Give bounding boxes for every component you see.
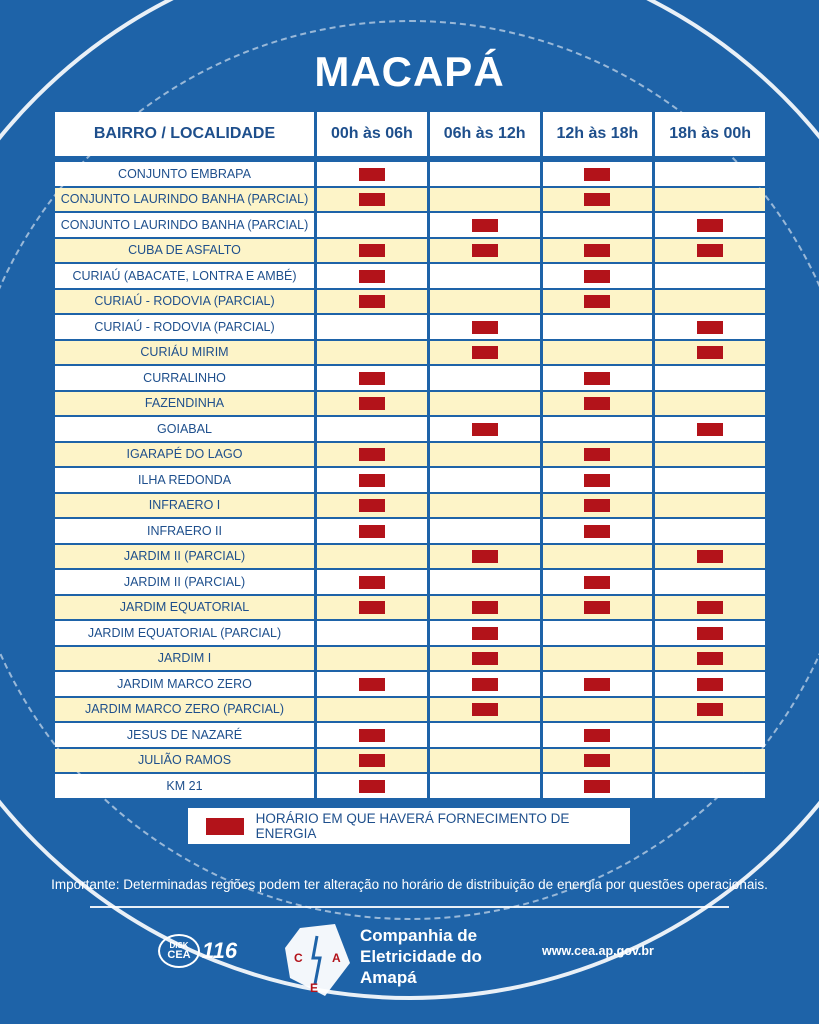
slot-cell: [543, 596, 653, 620]
energy-supply-mark: [584, 295, 610, 308]
slot-cell: [543, 749, 653, 773]
table-row: [55, 366, 765, 390]
slot-cell: [543, 188, 653, 212]
energy-supply-mark: [584, 397, 610, 410]
energy-supply-mark: [472, 244, 498, 257]
energy-supply-mark: [359, 474, 385, 487]
energy-supply-mark: [359, 601, 385, 614]
slot-cell: [317, 264, 427, 288]
table-row: [55, 570, 765, 594]
bairro-name: FAZENDINHA: [55, 392, 314, 416]
header-bairro: BAIRRO / LOCALIDADE: [55, 112, 314, 156]
company-line-1: Companhia de: [360, 926, 478, 945]
slot-cell: [543, 698, 653, 722]
slot-cell: [430, 494, 540, 518]
slot-cell: [655, 672, 765, 696]
bairro-name: CURIÁU MIRIM: [55, 341, 314, 365]
table-row: [55, 596, 765, 620]
header-slot-00-06: 00h às 06h: [317, 112, 427, 156]
slot-cell: [317, 315, 427, 339]
page-title: MACAPÁ: [314, 48, 505, 95]
slot-cell: [543, 570, 653, 594]
slot-cell: [655, 774, 765, 798]
footer-divider: [90, 906, 729, 908]
table-row: [55, 545, 765, 569]
energy-supply-mark: [697, 627, 723, 640]
energy-supply-mark: [697, 652, 723, 665]
cea-logo-icon: [280, 918, 355, 1000]
slot-cell: [543, 162, 653, 186]
table-row: [55, 672, 765, 696]
energy-supply-mark: [359, 780, 385, 793]
energy-supply-mark: [584, 168, 610, 181]
bairro-name: CONJUNTO EMBRAPA: [55, 162, 314, 186]
slot-cell: [430, 596, 540, 620]
header-slot-06-12: 06h às 12h: [430, 112, 540, 156]
energy-supply-mark: [697, 244, 723, 257]
bairro-name: CURRALINHO: [55, 366, 314, 390]
table-row: [55, 315, 765, 339]
energy-supply-mark: [472, 678, 498, 691]
bairro-name: JESUS DE NAZARÉ: [55, 723, 314, 747]
energy-supply-mark: [359, 193, 385, 206]
table-row: [55, 647, 765, 671]
energy-supply-mark: [472, 346, 498, 359]
slot-cell: [655, 239, 765, 263]
energy-supply-mark: [584, 244, 610, 257]
slot-cell: [317, 366, 427, 390]
slot-cell: [430, 519, 540, 543]
energy-supply-mark: [584, 448, 610, 461]
logo-letter-a: A: [332, 951, 341, 965]
slot-cell: [430, 264, 540, 288]
bairro-name: JARDIM MARCO ZERO (PARCIAL): [55, 698, 314, 722]
bairro-name: JARDIM EQUATORIAL: [55, 596, 314, 620]
slot-cell: [430, 213, 540, 237]
slot-cell: [543, 672, 653, 696]
slot-cell: [543, 366, 653, 390]
slot-cell: [317, 596, 427, 620]
bairro-name: IGARAPÉ DO LAGO: [55, 443, 314, 467]
table-row: [55, 188, 765, 212]
bairro-name: INFRAERO II: [55, 519, 314, 543]
table-row: [55, 494, 765, 518]
slot-cell: [543, 417, 653, 441]
energy-supply-mark: [359, 525, 385, 538]
slot-cell: [430, 417, 540, 441]
bairro-name: CONJUNTO LAURINDO BANHA (PARCIAL): [55, 213, 314, 237]
slot-cell: [543, 647, 653, 671]
slot-cell: [430, 443, 540, 467]
energy-supply-mark: [584, 754, 610, 767]
website-link[interactable]: www.cea.ap.gov.br: [542, 944, 654, 958]
slot-cell: [317, 749, 427, 773]
slot-cell: [655, 596, 765, 620]
slot-cell: [543, 264, 653, 288]
energy-supply-mark: [584, 193, 610, 206]
energy-supply-mark: [584, 525, 610, 538]
company-name: [360, 925, 482, 988]
slot-cell: [317, 570, 427, 594]
slot-cell: [317, 417, 427, 441]
energy-supply-mark: [472, 601, 498, 614]
legend-label: HORÁRIO EM QUE HAVERÁ FORNECIMENTO DE ENERGIA: [255, 811, 570, 841]
energy-supply-mark: [697, 550, 723, 563]
energy-supply-mark: [584, 780, 610, 793]
slot-cell: [430, 621, 540, 645]
slot-cell: [430, 723, 540, 747]
slot-cell: [317, 519, 427, 543]
bairro-name: JULIÃO RAMOS: [55, 749, 314, 773]
energy-supply-mark: [472, 219, 498, 232]
schedule-table: [52, 110, 768, 800]
bairro-name: JARDIM I: [55, 647, 314, 671]
disk-brand: CEA: [167, 948, 191, 961]
bairro-name: CURIAÚ (ABACATE, LONTRA E AMBÉ): [55, 264, 314, 288]
slot-cell: [430, 315, 540, 339]
slot-cell: [655, 749, 765, 773]
table-row: [55, 749, 765, 773]
slot-cell: [543, 213, 653, 237]
slot-cell: [317, 188, 427, 212]
logo-letter-e: E: [310, 981, 319, 995]
slot-cell: [655, 570, 765, 594]
company-line-3: Amapá: [360, 968, 417, 987]
energy-supply-mark: [697, 219, 723, 232]
slot-cell: [655, 162, 765, 186]
energy-supply-mark: [359, 397, 385, 410]
energy-supply-mark: [359, 295, 385, 308]
bairro-name: JARDIM II (PARCIAL): [55, 570, 314, 594]
slot-cell: [543, 774, 653, 798]
bairro-name: GOIABAL: [55, 417, 314, 441]
schedule-body: [55, 162, 765, 798]
slot-cell: [543, 494, 653, 518]
disk-cea-116: [158, 934, 237, 968]
slot-cell: [317, 545, 427, 569]
energy-supply-mark: [584, 270, 610, 283]
slot-cell: [543, 315, 653, 339]
slot-cell: [317, 392, 427, 416]
slot-cell: [543, 290, 653, 314]
energy-supply-mark: [359, 244, 385, 257]
slot-cell: [655, 494, 765, 518]
slot-cell: [655, 213, 765, 237]
energy-supply-mark: [359, 168, 385, 181]
slot-cell: [655, 315, 765, 339]
energy-supply-mark: [359, 270, 385, 283]
energy-supply-mark: [472, 550, 498, 563]
slot-cell: [430, 392, 540, 416]
table-header-row: [55, 112, 765, 156]
slot-cell: [430, 366, 540, 390]
slot-cell: [430, 774, 540, 798]
table-row: [55, 774, 765, 798]
slot-cell: [430, 290, 540, 314]
slot-cell: [655, 468, 765, 492]
bairro-name: CURIAÚ - RODOVIA (PARCIAL): [55, 290, 314, 314]
slot-cell: [655, 723, 765, 747]
table-row: [55, 341, 765, 365]
table-row: [55, 468, 765, 492]
slot-cell: [543, 723, 653, 747]
slot-cell: [543, 392, 653, 416]
table-row: [55, 519, 765, 543]
slot-cell: [317, 341, 427, 365]
slot-cell: [655, 392, 765, 416]
energy-supply-mark: [584, 729, 610, 742]
slot-cell: [317, 239, 427, 263]
energy-supply-mark: [584, 576, 610, 589]
energy-supply-mark: [472, 652, 498, 665]
company-line-2: Eletricidade do: [360, 947, 482, 966]
energy-supply-mark: [359, 576, 385, 589]
table-row: [55, 392, 765, 416]
energy-supply-mark: [472, 703, 498, 716]
slot-cell: [430, 698, 540, 722]
energy-supply-mark: [697, 601, 723, 614]
slot-cell: [543, 468, 653, 492]
slot-cell: [317, 162, 427, 186]
table-row: [55, 723, 765, 747]
slot-cell: [655, 647, 765, 671]
bairro-name: JARDIM EQUATORIAL (PARCIAL): [55, 621, 314, 645]
slot-cell: [543, 621, 653, 645]
slot-cell: [655, 621, 765, 645]
bairro-name: INFRAERO I: [55, 494, 314, 518]
slot-cell: [430, 341, 540, 365]
slot-cell: [543, 519, 653, 543]
legend: [188, 808, 630, 844]
slot-cell: [317, 290, 427, 314]
energy-supply-mark: [584, 499, 610, 512]
slot-cell: [317, 213, 427, 237]
table-row: [55, 239, 765, 263]
table-row: [55, 290, 765, 314]
slot-cell: [317, 672, 427, 696]
slot-cell: [317, 621, 427, 645]
slot-cell: [317, 774, 427, 798]
slot-cell: [543, 341, 653, 365]
slot-cell: [655, 341, 765, 365]
slot-cell: [317, 443, 427, 467]
energy-supply-mark: [359, 754, 385, 767]
bairro-name: JARDIM II (PARCIAL): [55, 545, 314, 569]
bairro-name: CUBA DE ASFALTO: [55, 239, 314, 263]
energy-supply-mark: [697, 703, 723, 716]
header-slot-12-18: 12h às 18h: [543, 112, 653, 156]
energy-supply-mark: [584, 372, 610, 385]
slot-cell: [317, 647, 427, 671]
energy-supply-mark: [584, 474, 610, 487]
slot-cell: [430, 468, 540, 492]
energy-supply-mark: [697, 346, 723, 359]
slot-cell: [430, 647, 540, 671]
slot-cell: [655, 417, 765, 441]
disk-badge: [158, 934, 200, 968]
slot-cell: [655, 290, 765, 314]
slot-cell: [543, 545, 653, 569]
disk-label: DISK: [169, 940, 189, 950]
energy-supply-mark: [697, 321, 723, 334]
bairro-name: ILHA REDONDA: [55, 468, 314, 492]
bairro-name: CURIAÚ - RODOVIA (PARCIAL): [55, 315, 314, 339]
important-note: Importante: Determinadas regiões podem ter alteração no horário de distribuição de energia por questões operacionais.: [51, 877, 768, 892]
slot-cell: [430, 162, 540, 186]
slot-cell: [430, 545, 540, 569]
slot-cell: [655, 519, 765, 543]
slot-cell: [317, 468, 427, 492]
energy-supply-mark: [359, 678, 385, 691]
bairro-name: CONJUNTO LAURINDO BANHA (PARCIAL): [55, 188, 314, 212]
slot-cell: [430, 188, 540, 212]
slot-cell: [655, 698, 765, 722]
energy-supply-mark: [584, 601, 610, 614]
slot-cell: [543, 443, 653, 467]
energy-supply-mark: [472, 423, 498, 436]
logo-letter-c: C: [294, 951, 303, 965]
table-row: [55, 213, 765, 237]
slot-cell: [655, 188, 765, 212]
slot-cell: [430, 570, 540, 594]
slot-cell: [430, 239, 540, 263]
table-row: [55, 417, 765, 441]
energy-supply-mark: [584, 678, 610, 691]
energy-supply-mark: [697, 423, 723, 436]
slot-cell: [655, 443, 765, 467]
energy-supply-mark: [359, 372, 385, 385]
header-slot-18-00: 18h às 00h: [655, 112, 765, 156]
disk-number: 116: [202, 938, 238, 963]
slot-cell: [655, 366, 765, 390]
energy-supply-mark: [359, 448, 385, 461]
bairro-name: KM 21: [55, 774, 314, 798]
table-row: [55, 162, 765, 186]
slot-cell: [655, 545, 765, 569]
energy-supply-mark: [697, 678, 723, 691]
energy-supply-mark: [359, 729, 385, 742]
energy-supply-mark: [359, 499, 385, 512]
slot-cell: [317, 698, 427, 722]
bairro-name: JARDIM MARCO ZERO: [55, 672, 314, 696]
table-row: [55, 443, 765, 467]
table-row: [55, 264, 765, 288]
table-row: [55, 621, 765, 645]
slot-cell: [430, 749, 540, 773]
energy-supply-mark: [472, 627, 498, 640]
slot-cell: [317, 723, 427, 747]
slot-cell: [655, 264, 765, 288]
slot-cell: [543, 239, 653, 263]
energy-supply-mark: [472, 321, 498, 334]
slot-cell: [317, 494, 427, 518]
table-row: [55, 698, 765, 722]
legend-swatch: [206, 818, 244, 835]
slot-cell: [430, 672, 540, 696]
